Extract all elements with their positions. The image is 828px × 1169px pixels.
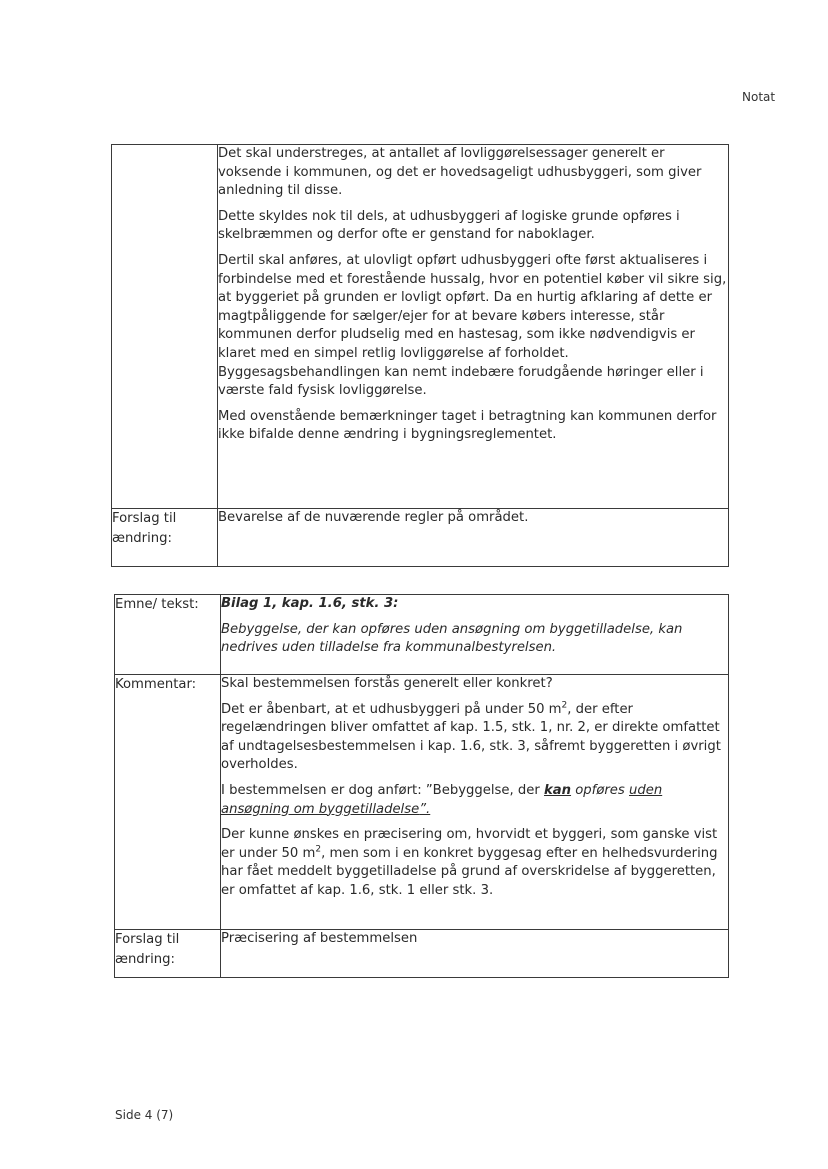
forslag-text: Præcisering af bestemmelsen bbox=[221, 930, 729, 978]
page-number: Side 4 (7) bbox=[115, 1108, 174, 1122]
emne-label: Emne/ tekst: bbox=[115, 595, 221, 675]
paragraph: Det er åbenbart, at et udhusbyggeri på under 50 $m^2$, der efter regelændringen bliver omfattet af kap. 1.5, stk. 1, nr. 2, er direkte omfattet af undtagelsesbestemmelsen i kap. 1.6, stk. 3, såfremt byggeretten i øvrigt overholdes. bbox=[221, 700, 721, 773]
comment-table-bilag bbox=[114, 594, 729, 978]
paragraph: Der kunne ønskes en præcisering om, hvorvidt et byggeri, som ganske vist er under 50 $m^2$, men som i en konkret byggesag efter en helhedsvurdering har fået meddelt byggetilladelse på grund af overskridelse af byggeretten, er omfattet af kap. 1.6, stk. 1 eller stk. 3. bbox=[221, 827, 718, 898]
document-type-label: Notat bbox=[742, 90, 776, 104]
paragraph: Dertil skal anføres, at ulovligt opført udhusbyggeri ofte først aktualiseres i forbindelse med et forestående hussalg, hvor en potentiel køber vil sikre sig, at byggeriet på grunden er lovligt opført. Da en hurtig afklaring af dette er magtpåliggende for sælger/ejer for at bevare købers interesse, står kommunen derfor pludselig med en hastesag, som ikke nødvendigvis er klaret med en simpel retlig lovliggørelse af forholdet. Byggesagsbehandlingen kan nemt indebære forudgående høringer eller i værste fald fysisk lovliggørelse. bbox=[218, 252, 727, 399]
paragraph: Dette skyldes nok til dels, at udhusbyggeri af logiske grunde opføres i skelbræmmen og derfor ofte er genstand for naboklager. bbox=[218, 208, 680, 243]
quoted-paragraph: I bestemmelsen er dog anført: ”Bebyggelse, der kan opføres uden ansøgning om byggetilladelse”. bbox=[221, 782, 663, 817]
kommentar-label: Kommentar: bbox=[115, 675, 221, 930]
forslag-text: Bevarelse af de nuværende regler på området. bbox=[218, 509, 729, 567]
paragraph: Skal bestemmelsen forstås generelt eller konkret? bbox=[221, 676, 553, 691]
emphasis-kan: kan bbox=[543, 782, 572, 798]
comment-text-cell bbox=[218, 145, 729, 509]
forslag-label: Forslag til ændring: bbox=[115, 930, 221, 978]
emphasis-uden: uden ansøgning om byggetilladelse bbox=[221, 782, 663, 817]
emne-cell bbox=[221, 595, 729, 675]
kommentar-cell bbox=[221, 675, 729, 930]
paragraph: Med ovenstående bemærkninger taget i betragtning kan kommunen derfor ikke bifalde denne ændring i bygningsreglementet. bbox=[218, 408, 717, 443]
comment-table-continued bbox=[111, 144, 729, 567]
paragraph: Det skal understreges, at antallet af lovliggørelsessager generelt er voksende i kommunen, og det er hovedsageligt udhusbyggeri, som giver anledning til disse. bbox=[218, 146, 702, 199]
emne-title: Bilag 1, kap. 1.6, stk. 3: bbox=[221, 596, 399, 611]
empty-label-cell bbox=[112, 145, 218, 509]
forslag-label: Forslag til ændring: bbox=[112, 509, 218, 567]
emne-text: Bebyggelse, der kan opføres uden ansøgning om byggetilladelse, kan nedrives uden tilladelse fra kommunalbestyrelsen. bbox=[221, 621, 683, 656]
